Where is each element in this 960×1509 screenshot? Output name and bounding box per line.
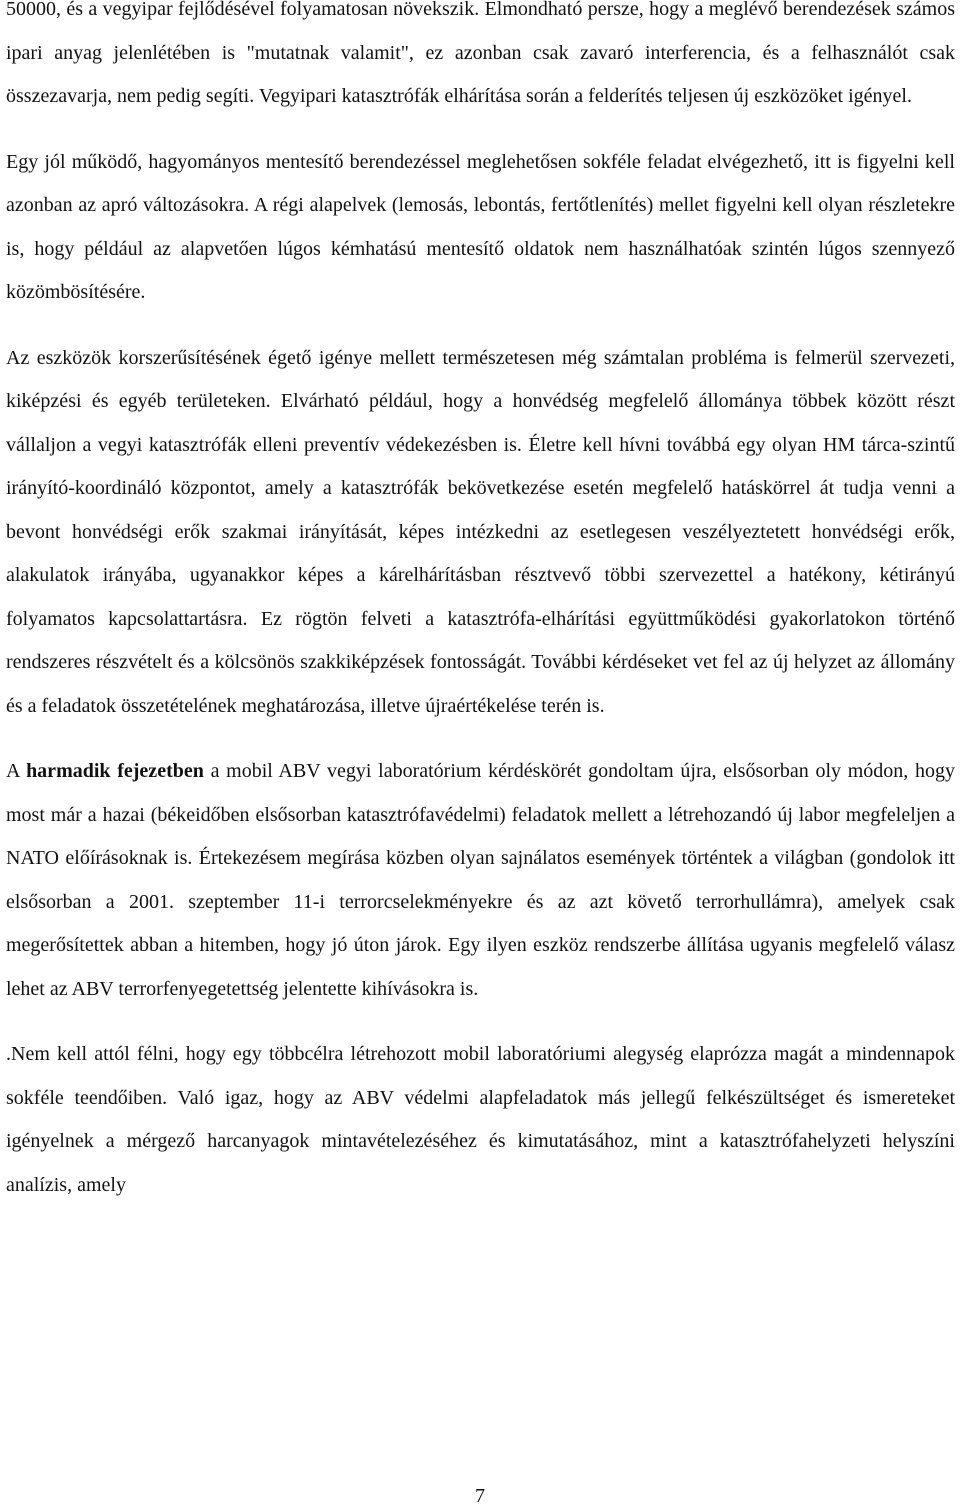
paragraph-2: Egy jól működő, hagyományos mentesítő berendezéssel meglehetősen sokféle feladat elvégezhető, itt is figyelni kell azonban az apró változásokra. A régi alapelvek (lemosás, lebontás, fertőtlenítés) mellet figyelni kell olyan részletekre is, hogy például az alapvetően lúgos kémhatású mentesítő oldatok nem használhatóak szintén lúgos szennyező közömbösítésére. bbox=[6, 150, 955, 303]
paragraph-5: .Nem kell attól félni, hogy egy többcélra létrehozott mobil laboratóriumi alegység elaprózza magát a mindennapok sokféle teendőiben. Való igaz, hogy az ABV védelmi alapfeladatok más jellegű felkészültséget és ismereteket igényelnek a mérgező harcanyagok mintavételezéséhez és kimutatásához, mint a katasztrófahelyzeti helyszíni analízis, amely bbox=[6, 1043, 955, 1196]
document-page bbox=[6, 0, 955, 1207]
paragraph-4-lead: A bbox=[6, 760, 27, 782]
paragraph-4 bbox=[6, 750, 955, 1011]
chapter-reference-bold: harmadik fejezetben bbox=[26, 760, 204, 782]
page-number: 7 bbox=[475, 1485, 485, 1507]
paragraph-3: Az eszközök korszerűsítésének égető igénye mellett természetesen még számtalan probléma is felmerül szervezeti, kiképzési és egyéb területeken. Elvárható például, hogy a honvédség megfelelő állománya többek között részt vállaljon a vegyi katasztrófák elleni preventív védekezésben is. Életre kell hívni továbbá egy olyan HM tárca-szintű irányító-koordináló központot, amely a katasztrófák bekövetkezése esetén megfelelő hatáskörrel át tudja venni a bevont honvédségi erők szakmai irányítását, képes intézkedni az esetlegesen veszélyeztetett honvédségi erők, alakulatok irányába, ugyanakkor képes a kárelhárításban résztvevő többi szervezettel a hatékony, kétirányú folyamatos kapcsolattartásra. Ez rögtön felveti a katasztrófa-elhárítási együttműködési gyakorlatokon történő rendszeres részvételt és a kölcsönös szakkiképzések fontosságát. További kérdéseket vet fel az új helyzet az állomány és a feladatok összetételének meghatározása, illetve újraértékelése terén is. bbox=[6, 346, 955, 717]
paragraph-1: 50000, és a vegyipar fejlődésével folyamatosan növekszik. Elmondható persze, hogy a meglévő berendezések számos ipari anyag jelenlétében is "mutatnak valamit", ez azonban csak zavaró interferencia, és a felhasználót csak összezavarja, nem pedig segíti. Vegyipari katasztrófák elhárítása során a felderítés teljesen új eszközöket igényel. bbox=[6, 0, 955, 107]
paragraph-4-body: a mobil ABV vegyi laboratórium kérdéskörét gondoltam újra, elsősorban oly módon, hogy most már a hazai (békeidőben elsősorban katasztrófavédelmi) feladatok mellett a létrehozandó új labor megfeleljen a NATO előírásoknak is. Értekezésem megírása közben olyan sajnálatos események történtek a világban (gondolok itt elsősorban a 2001. szeptember 11-i terrorcselekményekre és az azt követő terrorhullámra), amelyek csak megerősítettek abban a hitemben, hogy jó úton járok. Egy ilyen eszköz rendszerbe állítása ugyanis megfelelő válasz lehet az ABV terrorfenyegetettség jelentette kihívásokra is. bbox=[6, 760, 956, 1000]
